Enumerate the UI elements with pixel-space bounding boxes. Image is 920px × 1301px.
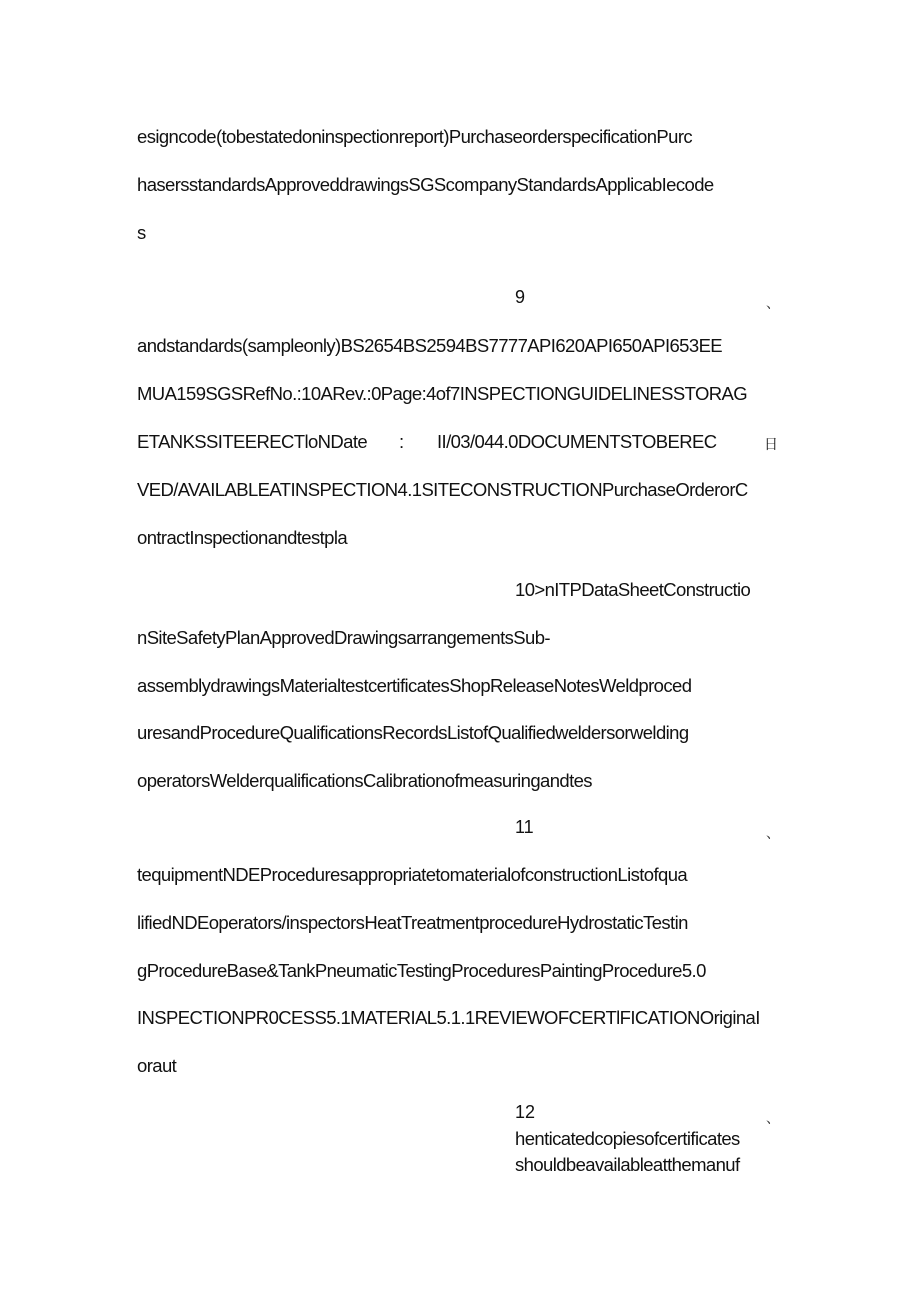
page-number-12: 12 — [515, 1102, 536, 1122]
text-line-10: nSiteSafetyPlanApprovedDrawingsarrangementsSub- — [137, 627, 550, 648]
page-number-11: 11 — [515, 817, 534, 837]
text-line-5: MUA159SGSRefNo.:10ARev.:0Page:4of7INSPECTIONGUIDELINESSTORAG — [137, 383, 748, 404]
tick-mark-3: 、 — [766, 1110, 780, 1126]
text-line-3: s — [137, 222, 146, 243]
cjk-character: 日 — [764, 436, 778, 452]
text-line-6-part-c: II/03/044.0DOCUMENTSTOBEREC — [437, 431, 717, 452]
tail-line-1: henticatedcopiesofcertificates — [515, 1128, 740, 1149]
text-line-14: tequipmentNDEProceduresappropriatetomaterialofconstructionListofqua — [137, 864, 688, 885]
text-line-11: assemblydrawingsMaterialtestcertificatesShopReleaseNotesWeldproced — [137, 675, 692, 696]
text-line-17: INSPECTIONPR0CESS5.1MATERIAL5.1.1REVIEWOFCERTlFICATIONOriginaI — [137, 1007, 760, 1028]
tick-mark-2: 、 — [766, 825, 780, 841]
text-line-12: uresandProcedureQualificationsRecordsListofQualifiedweldersorwelding — [137, 722, 689, 743]
tail-line-2: shouldbeavailableatthemanuf — [515, 1154, 740, 1175]
text-line-7: VED/AVAILABLEATINSPECTION4.1SITECONSTRUCTIONPurchaseOrderorC — [137, 479, 748, 500]
text-line-13: operatorsWelderqualificationsCalibrationofmeasuringandtes — [137, 770, 592, 791]
text-line-6-part-a: ETANKSSITEERECTloNDate — [137, 431, 368, 452]
text-line-18: oraut — [137, 1055, 177, 1076]
text-line-9: 10>nITPDataSheetConstructio — [515, 579, 751, 600]
text-line-8: ontractInspectionandtestpla — [137, 527, 348, 548]
text-line-6 — [137, 430, 787, 454]
text-line-15: lifiedNDEoperators/inspectorsHeatTreatmentprocedureHydrostaticTestin — [137, 912, 688, 933]
tick-mark-1: 、 — [766, 295, 780, 311]
text-line-6-part-b: : — [399, 431, 404, 452]
text-line-2: hasersstandardsApproveddrawingsSGScompanyStandardsApplicabIecode — [137, 174, 714, 195]
page-number-9: 9 — [515, 287, 526, 307]
text-line-16: gProcedureBase&TankPneumaticTestingProceduresPaintingProcedure5.0 — [137, 960, 706, 981]
text-line-4: andstandards(sampleonly)BS2654BS2594BS7777API620API650API653EE — [137, 335, 723, 356]
text-line-1: esigncode(tobestatedoninspectionreport)PurchaseorderspecificationPurc — [137, 126, 693, 147]
